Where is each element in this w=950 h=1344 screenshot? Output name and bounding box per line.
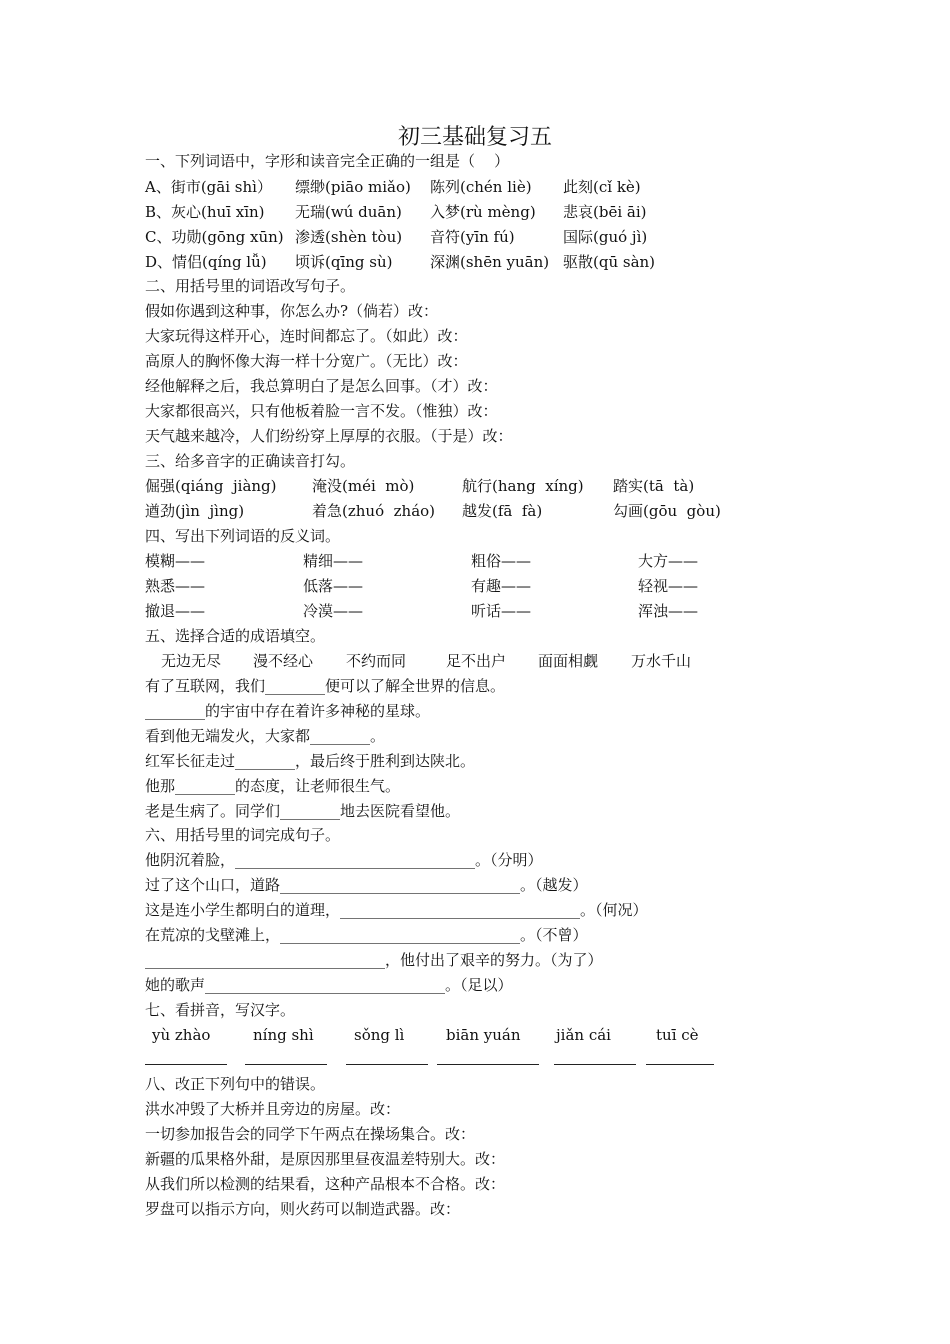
idiom-choice: 无边无尽 bbox=[161, 652, 222, 670]
idiom-choice: 面面相觑 bbox=[538, 652, 599, 670]
answer-blank bbox=[554, 1064, 636, 1065]
polyphone-item: 航行(hang xíng) bbox=[462, 477, 584, 495]
section-6-heading: 六、用括号里的词完成句子。 bbox=[145, 826, 341, 844]
idiom-fill-item: 有了互联网，我们________便可以了解全世界的信息。 bbox=[145, 677, 506, 695]
antonym-item: 撤退—— bbox=[145, 602, 206, 620]
idiom-choice: 不约而同 bbox=[346, 652, 407, 670]
idiom-fill-item: 红军长征走过________，最后终于胜利到达陕北。 bbox=[145, 752, 476, 770]
page-title: 初三基础复习五 bbox=[397, 125, 552, 150]
polyphone-item: 踏实(tā tà) bbox=[613, 477, 695, 495]
answer-blank bbox=[437, 1064, 539, 1065]
answer-blank bbox=[346, 1064, 428, 1065]
section-8-heading: 八、改正下列句中的错误。 bbox=[145, 1075, 326, 1093]
correction-item: 新疆的瓜果格外甜，是原因那里昼夜温差特别大。改： bbox=[145, 1150, 506, 1168]
section-2-heading: 二、用括号里的词语改写句子。 bbox=[145, 277, 356, 295]
correction-item: 一切参加报告会的同学下午两点在操场集合。改： bbox=[145, 1125, 476, 1143]
option-b-word-4: 悲哀(bēi āi) bbox=[563, 203, 647, 221]
complete-sentence-item: 她的歌声________________________________。（足以） bbox=[145, 976, 513, 994]
complete-sentence-item: 这是连小学生都明白的道理，________________________________。（何况） bbox=[145, 901, 648, 919]
idiom-choice: 万水千山 bbox=[631, 652, 692, 670]
complete-sentence-item: ________________________________，他付出了艰辛的努力。（为了） bbox=[145, 951, 603, 969]
rewrite-item: 大家玩得这样开心，连时间都忘了。（如此）改： bbox=[145, 327, 468, 345]
section-7-heading: 七、看拼音，写汉字。 bbox=[145, 1001, 296, 1019]
antonym-item: 熟悉—— bbox=[145, 577, 206, 595]
polyphone-item: 越发(fā fà) bbox=[462, 502, 543, 520]
antonym-item: 精细—— bbox=[303, 552, 364, 570]
idiom-choice: 漫不经心 bbox=[253, 652, 314, 670]
pinyin-item: biān yuán bbox=[446, 1026, 521, 1044]
idiom-choice: 足不出户 bbox=[446, 652, 507, 670]
section-4-heading: 四、写出下列词语的反义词。 bbox=[145, 527, 341, 545]
answer-blank bbox=[145, 1064, 227, 1065]
antonym-item: 浑浊—— bbox=[638, 602, 699, 620]
option-c-word-1: C、功勋(gōng xūn) bbox=[145, 228, 284, 246]
polyphone-item: 倔强(qiáng jiàng) bbox=[145, 477, 277, 495]
answer-blank bbox=[646, 1064, 714, 1065]
antonym-item: 听话—— bbox=[471, 602, 532, 620]
polyphone-item: 勾画(gōu gòu) bbox=[613, 502, 721, 520]
rewrite-item: 高原人的胸怀像大海一样十分宽广。（无比）改： bbox=[145, 352, 468, 370]
polyphone-item: 淹没(méi mò) bbox=[312, 477, 415, 495]
option-a-word-3: 陈列(chén liè) bbox=[430, 178, 532, 196]
antonym-item: 冷漠—— bbox=[303, 602, 364, 620]
antonym-item: 大方—— bbox=[638, 552, 699, 570]
pinyin-item: yù zhào bbox=[152, 1026, 211, 1044]
idiom-fill-item: 他那________的态度，让老师很生气。 bbox=[145, 777, 401, 795]
rewrite-item: 假如你遇到这种事，你怎么办?（倘若）改： bbox=[145, 302, 439, 320]
option-b-word-3: 入梦(rù mèng) bbox=[430, 203, 536, 221]
section-3-heading: 三、给多音字的正确读音打勾。 bbox=[145, 452, 356, 470]
polyphone-item: 遒劲(jìn jìng) bbox=[145, 502, 245, 520]
option-c-word-3: 音符(yīn fú) bbox=[430, 228, 515, 246]
complete-sentence-item: 过了这个山口，道路________________________________。（越发） bbox=[145, 876, 588, 894]
pinyin-item: tuī cè bbox=[656, 1026, 699, 1044]
option-d-word-2: 顷诉(qīng sù) bbox=[295, 253, 393, 271]
antonym-item: 轻视—— bbox=[638, 577, 699, 595]
complete-sentence-item: 他阴沉着脸，________________________________。（分明） bbox=[145, 851, 543, 869]
option-b-word-1: B、灰心(huī xīn) bbox=[145, 203, 265, 221]
polyphone-item: 着急(zhuó zháo) bbox=[312, 502, 436, 520]
correction-item: 洪水冲毁了大桥并且旁边的房屋。改： bbox=[145, 1100, 401, 1118]
pinyin-item: sǒng lì bbox=[354, 1026, 405, 1044]
antonym-item: 有趣—— bbox=[471, 577, 532, 595]
correction-item: 从我们所以检测的结果看，这种产品根本不合格。改： bbox=[145, 1175, 506, 1193]
option-c-word-2: 渗透(shèn tòu) bbox=[295, 228, 403, 246]
section-1-heading: 一、下列词语中，字形和读音完全正确的一组是（ ） bbox=[145, 152, 510, 170]
pinyin-item: níng shì bbox=[253, 1026, 314, 1044]
antonym-item: 低落—— bbox=[303, 577, 364, 595]
antonym-item: 模糊—— bbox=[145, 552, 206, 570]
option-a-word-4: 此刻(cǐ kè) bbox=[563, 178, 641, 196]
option-c-word-4: 国际(guó jì) bbox=[563, 228, 648, 246]
rewrite-item: 天气越来越冷，人们纷纷穿上厚厚的衣服。（于是）改： bbox=[145, 427, 513, 445]
option-d-word-3: 深渊(shēn yuān) bbox=[430, 253, 550, 271]
idiom-fill-item: 老是生病了。同学们________地去医院看望他。 bbox=[145, 802, 461, 820]
pinyin-item: jiǎn cái bbox=[556, 1026, 611, 1044]
complete-sentence-item: 在荒凉的戈壁滩上，________________________________。（不曾） bbox=[145, 926, 588, 944]
correction-item: 罗盘可以指示方向，则火药可以制造武器。改： bbox=[145, 1200, 461, 1218]
antonym-item: 粗俗—— bbox=[471, 552, 532, 570]
rewrite-item: 大家都很高兴，只有他板着脸一言不发。（惟独）改： bbox=[145, 402, 498, 420]
rewrite-item: 经他解释之后，我总算明白了是怎么回事。（才）改： bbox=[145, 377, 498, 395]
idiom-fill-item: ________的宇宙中存在着许多神秘的星球。 bbox=[145, 702, 431, 720]
option-a-word-2: 缥缈(piāo miǎo) bbox=[295, 178, 411, 196]
section-5-heading: 五、选择合适的成语填空。 bbox=[145, 627, 326, 645]
option-d-word-1: D、情侣(qíng lǚ) bbox=[145, 253, 267, 271]
idiom-fill-item: 看到他无端发火，大家都________。 bbox=[145, 727, 386, 745]
option-b-word-2: 无瑞(wú duān) bbox=[295, 203, 402, 221]
answer-blank bbox=[245, 1064, 327, 1065]
option-d-word-4: 驱散(qū sàn) bbox=[563, 253, 656, 271]
option-a-word-1: A、街市(gāi shì） bbox=[145, 178, 272, 196]
